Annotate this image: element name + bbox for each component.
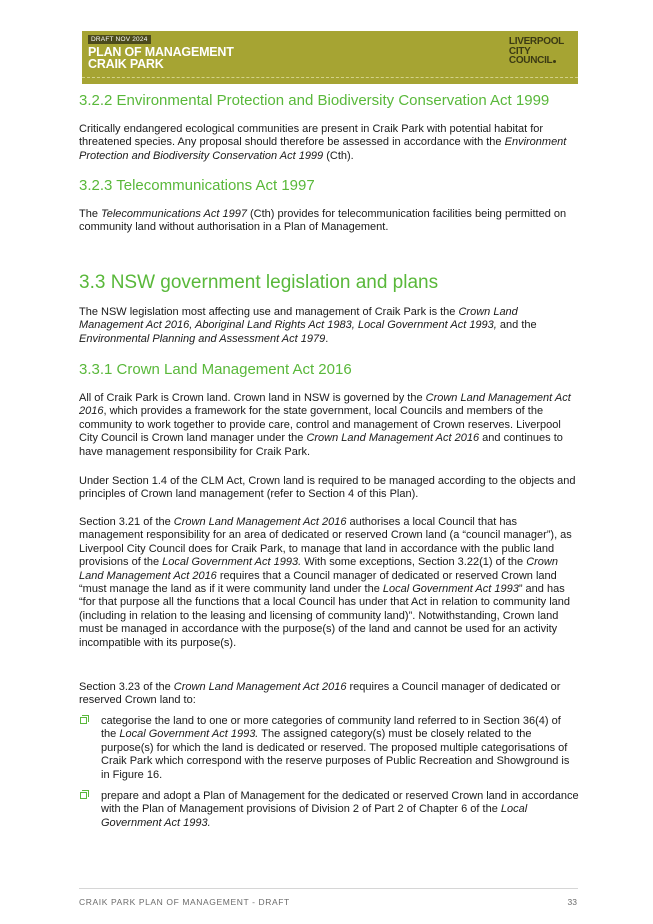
logo-dot-icon	[553, 60, 556, 63]
council-logo	[509, 37, 564, 66]
draft-tag: DRAFT NOV 2024	[88, 35, 151, 44]
list-item: prepare and adopt a Plan of Management for the dedicated or reserved Crown land in accordance with the Plan of Management provisions of Division 2 of Part 2 of Chapter 6 of the Local Government Act 1993.	[79, 790, 579, 830]
page-number: 33	[567, 897, 577, 907]
document-title	[88, 46, 234, 70]
logo-line-3: COUNCIL	[508, 55, 553, 66]
paragraph-3-3-1-b: Under Section 1.4 of the CLM Act, Crown land is required to be managed according to the objects and principles of Crown land management (refer to Section 4 of this Plan).	[79, 475, 576, 501]
footer-divider	[79, 888, 578, 889]
title-line-2: CRAIK PARK	[88, 57, 164, 71]
header-banner	[82, 31, 578, 84]
paragraph-3-2-3: The Telecommunications Act 1997 (Cth) provides for telecommunication facilities being permitted on community land without authorisation in a Plan of Management.	[79, 208, 567, 234]
heading-3-2-2: 3.2.2 Environmental Protection and Biodiversity Conservation Act 1999	[79, 92, 550, 109]
heading-3-2-3: 3.2.3 Telecommunications Act 1997	[79, 177, 315, 194]
title-line-1: PLAN OF MANAGEMENT	[88, 45, 234, 59]
paragraph-3-3-1-a: All of Craik Park is Crown land. Crown land in NSW is governed by the Crown Land Management Act 2016, which provides a framework for the state government, local Councils and members of the community to work together to provide care, control and management of Crown reserves. Liverpool City Council is Crown land manager under the Crown Land Management Act 2016 and continues to have management responsibility for Craik Park.	[79, 392, 571, 458]
checkbox-bullet-icon	[80, 717, 87, 724]
heading-3-3-1: 3.3.1 Crown Land Management Act 2016	[79, 361, 352, 378]
paragraph-3-3-1-d: Section 3.23 of the Crown Land Management Act 2016 requires a Council manager of dedicated or reserved Crown land to:	[79, 681, 561, 707]
paragraph-3-2-2: Critically endangered ecological communities are present in Craik Park with potential habitat for threatened species. Any proposal should therefore be assessed in accordance with the Environment Protection and Biodiversity Conservation Act 1999 (Cth).	[79, 123, 567, 162]
footer-title: CRAIK PARK PLAN OF MANAGEMENT - DRAFT	[79, 897, 290, 907]
list-item: categorise the land to one or more categories of community land referred to in Section 36(4) of the Local Government Act 1993. The assigned category(s) must be closely related to the purpose(s) for which the land is dedicated or reserved. The proposed multiple categorisations of Craik Park which correspond with the reserve purposes of Public Recreation and Showground is in Figure 16.	[79, 715, 579, 782]
banner-divider	[82, 77, 578, 78]
logo-line-2: CITY	[508, 45, 531, 57]
heading-3-3: 3.3 NSW government legislation and plans	[79, 272, 439, 293]
paragraph-3-3: The NSW legislation most affecting use and management of Craik Park is the Crown Land Management Act 2016, Aboriginal Land Rights Act 1983, Local Government Act 1993, and the Environmental Planning and Assessment Act 1979.	[79, 306, 537, 345]
logo-line-1: LIVERPOOL	[508, 36, 564, 47]
paragraph-3-3-1-c: Section 3.21 of the Crown Land Management Act 2016 authorises a local Council that has management responsibility for an area of dedicated or reserved Crown land (a “council manager”), as Liverpool City Council does for Craik Park, to manage that land in accordance with the public land provisions of the Local Government Act 1993. With some exceptions, Section 3.22(1) of the Crown Land Management Act 2016 requires that a Council manager of dedicated or reserved Crown land “must manage the land as if it were community land under the Local Government Act 1993” and has “for that purpose all the functions that a local Council has under that Act in relation to community land (including in relation to the leasing and licensing of community land)”. Notwithstanding, Crown land must be managed in accordance with the purpose(s) of the land and cannot be used for an activity incompatible with its purpose(s).	[79, 516, 572, 649]
checkbox-bullet-icon	[80, 792, 87, 799]
bullet-list	[79, 715, 579, 830]
